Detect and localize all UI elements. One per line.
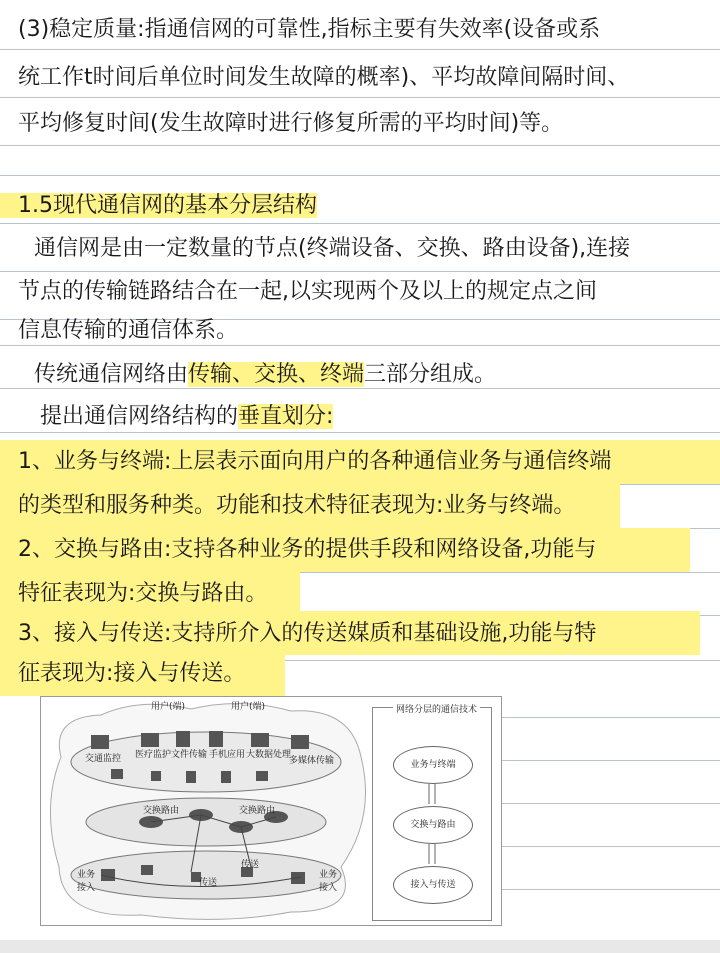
note-line: 信息传输的通信体系。 <box>18 318 239 343</box>
layer-switch-route: 交换与路由 <box>393 806 473 844</box>
switch-label: 交换路由 <box>143 806 180 816</box>
app-label: 多媒体传输 <box>289 756 335 766</box>
note-line: 统工作t时间后单位时间发生故障的概率)、平均故障间隔时间、 <box>18 65 630 90</box>
transport-label: 传送 <box>241 860 260 870</box>
list-item: 的类型和服务种类。功能和技术特征表现为:业务与终端。 <box>18 493 576 518</box>
layer-access-transport: 接入与传送 <box>393 866 473 904</box>
user-end-right: 用户(端) <box>231 702 266 712</box>
access-label: 业务接入 <box>77 870 96 893</box>
switch-label: 交换路由 <box>239 806 276 816</box>
layer-service-terminal: 业务与终端 <box>393 746 473 784</box>
section-heading: 1.5现代通信网的基本分层结构 <box>0 182 720 230</box>
note-line: 通信网是由一定数量的节点(终端设备、交换、路由设备),连接 <box>34 236 631 261</box>
note-line: 传统通信网络由传输、交换、终端三部分组成。 <box>34 362 497 387</box>
access-label: 业务接入 <box>319 870 338 893</box>
list-item: 1、业务与终端:上层表示面向用户的各种通信业务与通信终端 <box>18 449 612 474</box>
note-line: 提出通信网络结构的垂直划分: <box>40 404 334 429</box>
side-title: 网络分层的通信技术 <box>393 702 480 715</box>
app-label: 文件传输 <box>171 750 208 760</box>
list-item: 3、接入与传送:支持所介入的传送媒质和基础设施,功能与特 <box>18 621 597 646</box>
layer-stack <box>372 707 492 921</box>
note-line: 平均修复时间(发生故障时进行修复所需的平均时间)等。 <box>18 111 564 136</box>
user-end-left: 用户(端) <box>151 702 186 712</box>
page-edge <box>0 940 720 953</box>
note-line: (3)稳定质量:指通信网的可靠性,指标主要有失效率(设备或系 <box>18 17 601 42</box>
app-label: 手机应用 <box>209 750 246 760</box>
app-label: 大数据处理 <box>246 750 292 760</box>
transport-label: 传送 <box>199 878 218 888</box>
app-label: 交通监控 <box>85 754 122 764</box>
app-label: 医疗监护 <box>135 750 172 760</box>
note-line: 节点的传输链路结合在一起,以实现两个及以上的规定点之间 <box>18 279 597 304</box>
list-item: 特征表现为:交换与路由。 <box>18 581 268 606</box>
list-item: 2、交换与路由:支持各种业务的提供手段和网络设备,功能与 <box>18 537 597 562</box>
list-item: 征表现为:接入与传送。 <box>18 661 246 686</box>
